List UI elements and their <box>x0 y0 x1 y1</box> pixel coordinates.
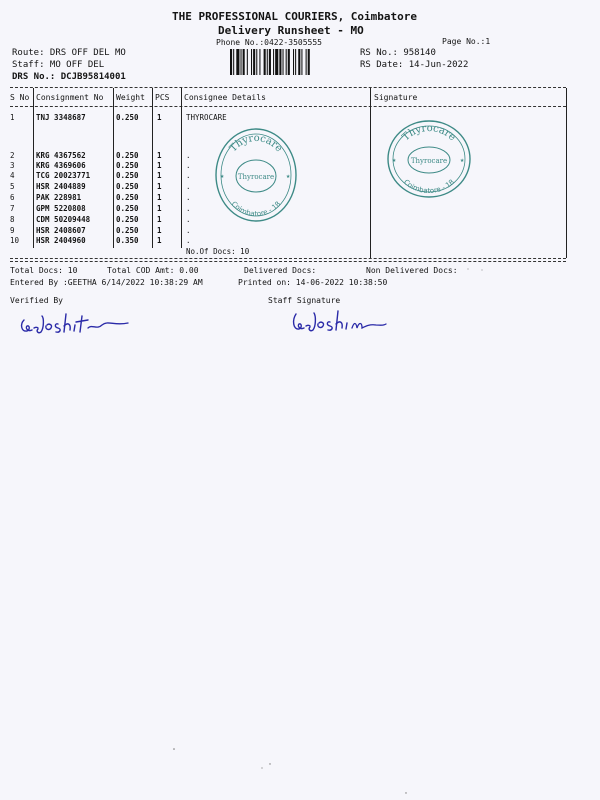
row-consignment: HSR 2408607 <box>36 226 86 235</box>
row-consignment: KRG 4369606 <box>36 161 86 170</box>
row-pcs: 1 <box>157 151 162 160</box>
stamp-center-text: Thyrocare <box>237 173 275 181</box>
row-weight: 0.250 <box>116 113 139 122</box>
stamp-top-text: Thyrocare <box>400 122 458 144</box>
row-pcs: 1 <box>157 113 162 122</box>
row-sno: 4 <box>10 171 15 180</box>
row-weight: 0.250 <box>116 226 139 235</box>
staff-signature-label: Staff Signature <box>268 296 341 305</box>
row-pcs: 1 <box>157 204 162 213</box>
row-weight: 0.250 <box>116 151 139 160</box>
row-sno: 7 <box>10 204 15 213</box>
row-consignment: CDM 50209448 <box>36 215 91 224</box>
row-weight: 0.350 <box>116 236 139 245</box>
no-of-docs: No.Of Docs: 10 <box>186 247 250 256</box>
rs-number: RS No.: 958140 <box>360 48 436 58</box>
stamp-bottom-text: Coimbatore - 18 <box>402 178 456 196</box>
row-details: . <box>186 151 191 160</box>
stamp-star-icon: ★ <box>460 156 465 164</box>
row-details: . <box>186 171 191 180</box>
row-sno: 9 <box>10 226 15 235</box>
row-weight: 0.250 <box>116 193 139 202</box>
company-name: THE PROFESSIONAL COURIERS, Coimbatore <box>172 10 418 23</box>
non-delivered-docs: Non Delivered Docs: <box>366 266 458 275</box>
header-consignee: Consignee Details <box>184 93 266 102</box>
row-details: . <box>186 215 191 224</box>
printed-on: Printed on: 14-06-2022 10:38:50 <box>238 278 388 287</box>
row-pcs: 1 <box>157 215 162 224</box>
row-pcs: 1 <box>157 236 162 245</box>
row-details: THYROCARE <box>186 113 227 122</box>
row-pcs: 1 <box>157 182 162 191</box>
row-consignment: GPM 5220808 <box>36 204 86 213</box>
row-consignment: HSR 2404960 <box>36 236 86 245</box>
row-details: . <box>186 182 191 191</box>
row-consignment: PAK 228981 <box>36 193 82 202</box>
row-sno: 3 <box>10 161 15 170</box>
header-weight: Weight <box>116 93 145 102</box>
stamp-star-icon: ★ <box>286 172 291 180</box>
entered-by: Entered By :GEETHA 6/14/2022 10:38:29 AM <box>10 278 203 287</box>
row-details: . <box>186 236 191 245</box>
row-consignment: TCG 20023771 <box>36 171 91 180</box>
row-sno: 5 <box>10 182 15 191</box>
row-consignment: TNJ 3348687 <box>36 113 86 122</box>
row-pcs: 1 <box>157 161 162 170</box>
sheet-title: Delivery Runsheet - MO <box>218 24 364 37</box>
row-pcs: 1 <box>157 171 162 180</box>
row-pcs: 1 <box>157 193 162 202</box>
row-weight: 0.250 <box>116 182 139 191</box>
total-docs: Total Docs: 10 <box>10 266 78 275</box>
row-weight: 0.250 <box>116 161 139 170</box>
row-details: . <box>186 204 191 213</box>
stamp-center-text: Thyrocare <box>410 157 448 165</box>
total-cod-amount: Total COD Amt: 0.00 <box>107 266 199 275</box>
row-weight: 0.250 <box>116 171 139 180</box>
stamp-star-icon: ★ <box>220 172 225 180</box>
stamp-star-icon: ★ <box>392 156 397 164</box>
row-pcs: 1 <box>157 226 162 235</box>
row-sno: 8 <box>10 215 15 224</box>
phone-number: Phone No.:0422-3505555 <box>216 38 322 47</box>
row-details: . <box>186 193 191 202</box>
row-weight: 0.250 <box>116 215 139 224</box>
staff-label: Staff: MO OFF DEL <box>12 60 105 70</box>
route-label: Route: DRS OFF DEL MO <box>12 48 126 58</box>
header-pcs: PCS <box>155 93 170 102</box>
row-consignment: HSR 2404889 <box>36 182 86 191</box>
row-details: . <box>186 226 191 235</box>
row-sno: 10 <box>10 236 20 245</box>
stamp-bottom-text: Coimbatore - 18 <box>229 199 283 219</box>
verified-by-label: Verified By <box>10 296 63 305</box>
page-number: Page No.:1 <box>442 37 491 46</box>
row-sno: 2 <box>10 151 15 160</box>
header-signature: Signature <box>374 93 418 102</box>
row-weight: 0.250 <box>116 204 139 213</box>
row-consignment: KRG 4367562 <box>36 151 86 160</box>
header-sno: S No <box>10 93 30 102</box>
drs-number: DRS No.: DCJB95814001 <box>12 72 126 82</box>
rs-date: RS Date: 14-Jun-2022 <box>360 60 469 70</box>
row-sno: 1 <box>10 113 15 122</box>
stamp-top-text: Thyrocare <box>227 132 285 155</box>
row-sno: 6 <box>10 193 15 202</box>
delivered-docs: Delivered Docs: <box>244 266 317 275</box>
row-details: . <box>186 161 191 170</box>
header-consignment: Consignment No <box>36 93 104 102</box>
